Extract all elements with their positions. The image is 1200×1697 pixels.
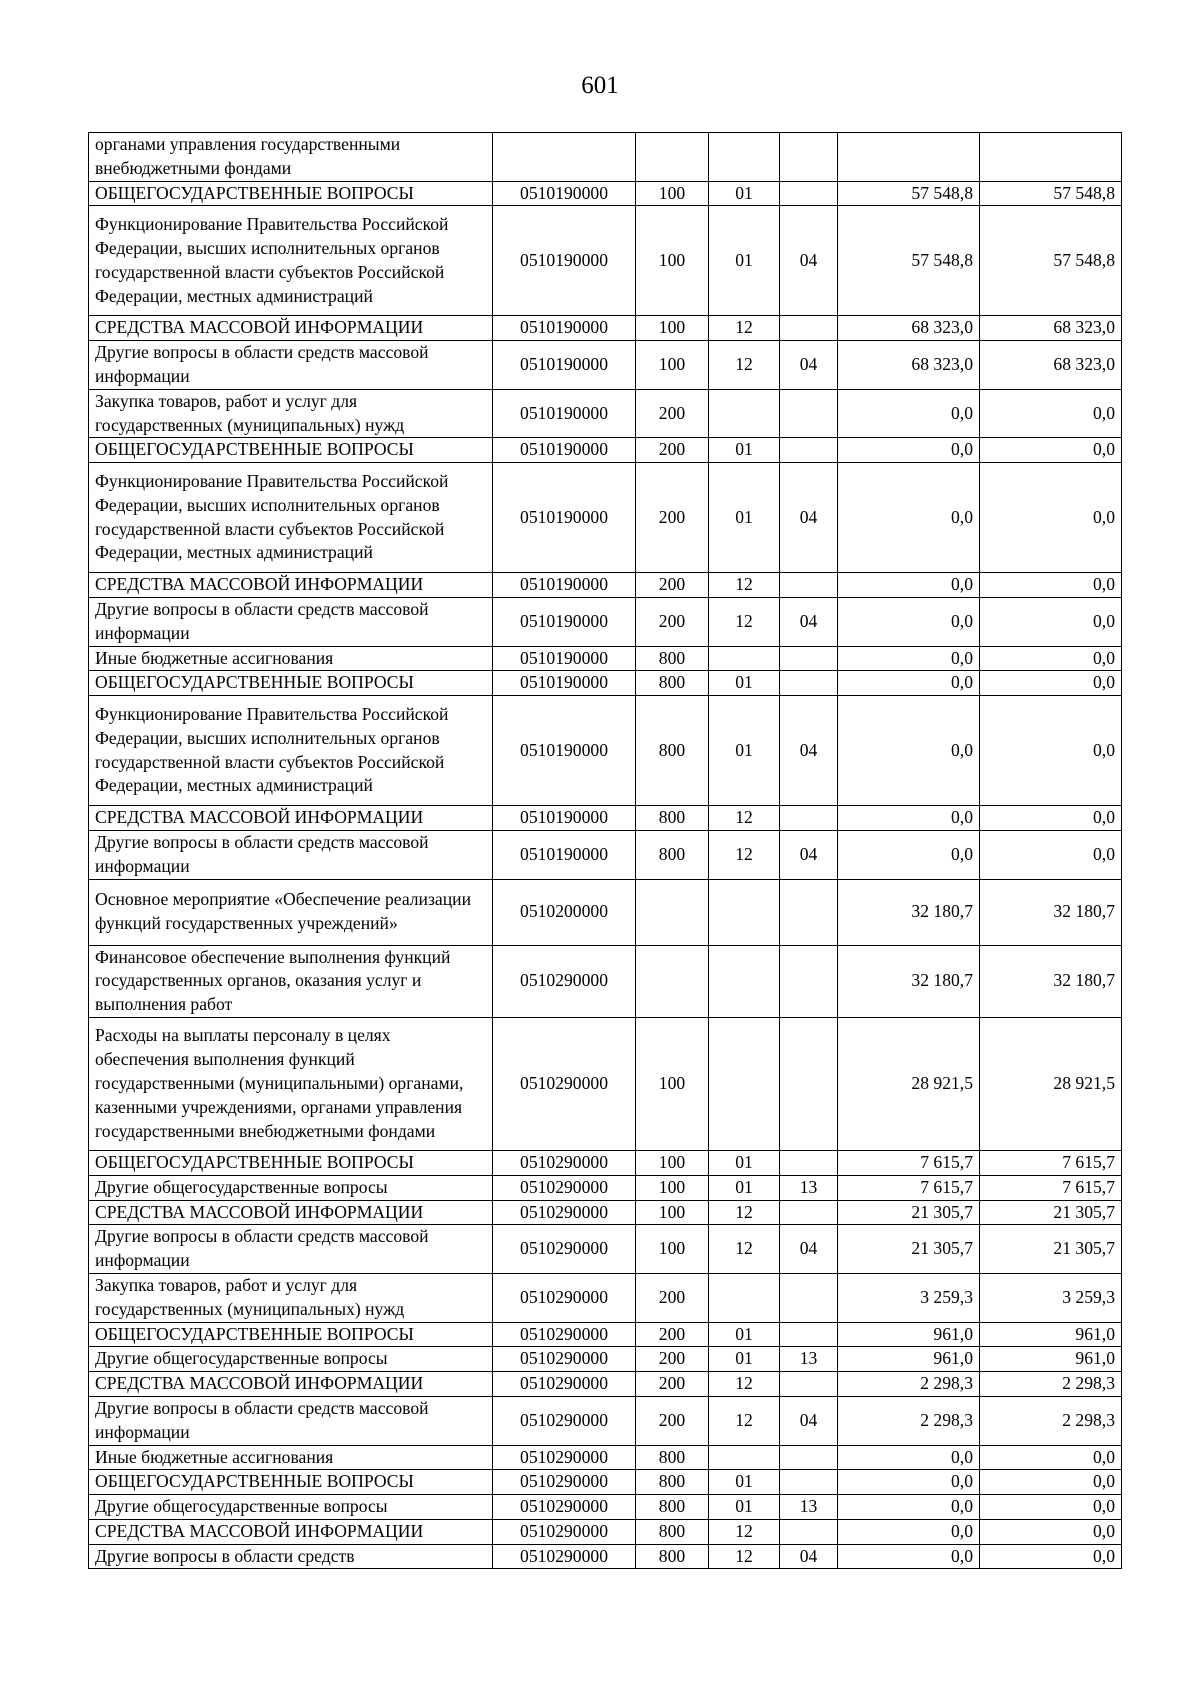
row-sum-2024-cell: 0,0 <box>838 1470 980 1495</box>
row-sum-2025-cell: 3 259,3 <box>980 1273 1122 1322</box>
row-pr-cell <box>780 573 838 598</box>
row-rz-cell: 01 <box>709 1470 780 1495</box>
row-sum-2024-cell: 0,0 <box>838 597 980 646</box>
table-row <box>89 389 1122 438</box>
row-csr-cell: 0510290000 <box>493 1347 636 1372</box>
row-vr-cell: 800 <box>636 1519 709 1544</box>
row-name-cell: ОБЩЕГОСУДАРСТВЕННЫЕ ВОПРОСЫ <box>89 181 493 206</box>
row-vr-cell: 100 <box>636 206 709 316</box>
row-rz-cell: 12 <box>709 341 780 390</box>
row-vr-cell: 200 <box>636 1322 709 1347</box>
row-pr-cell <box>780 646 838 671</box>
row-csr-cell: 0510290000 <box>493 1445 636 1470</box>
row-sum-2024-cell: 0,0 <box>838 1445 980 1470</box>
row-rz-cell: 12 <box>709 806 780 831</box>
row-pr-cell <box>780 1322 838 1347</box>
row-rz-cell: 12 <box>709 1200 780 1225</box>
row-pr-cell <box>780 1017 838 1150</box>
row-pr-cell <box>780 1150 838 1175</box>
row-sum-2024-cell: 57 548,8 <box>838 181 980 206</box>
row-csr-cell: 0510290000 <box>493 1017 636 1150</box>
row-vr-cell <box>636 133 709 182</box>
row-pr-cell <box>780 316 838 341</box>
row-sum-2024-cell: 57 548,8 <box>838 206 980 316</box>
table-row <box>89 463 1122 573</box>
row-pr-cell <box>780 1372 838 1397</box>
row-name-cell: Функционирование Правительства Российской Федерации, высших исполнительных органов государственной власти субъектов Российской Федерации, местных администраций <box>89 206 493 316</box>
row-pr-cell <box>780 181 838 206</box>
row-sum-2025-cell: 0,0 <box>980 389 1122 438</box>
row-vr-cell: 800 <box>636 1470 709 1495</box>
row-vr-cell: 100 <box>636 316 709 341</box>
row-name-cell: ОБЩЕГОСУДАРСТВЕННЫЕ ВОПРОСЫ <box>89 1470 493 1495</box>
row-name-cell: СРЕДСТВА МАССОВОЙ ИНФОРМАЦИИ <box>89 806 493 831</box>
row-name-cell: Другие вопросы в области средств <box>89 1544 493 1569</box>
row-sum-2024-cell: 21 305,7 <box>838 1225 980 1274</box>
row-name-cell: Функционирование Правительства Российской Федерации, высших исполнительных органов государственной власти субъектов Российской Федерации, местных администраций <box>89 463 493 573</box>
row-sum-2025-cell: 0,0 <box>980 1445 1122 1470</box>
row-pr-cell: 13 <box>780 1175 838 1200</box>
row-rz-cell: 01 <box>709 463 780 573</box>
row-pr-cell <box>780 389 838 438</box>
table-row <box>89 181 1122 206</box>
table-row <box>89 806 1122 831</box>
table-row <box>89 830 1122 879</box>
row-vr-cell: 200 <box>636 1396 709 1445</box>
row-csr-cell: 0510290000 <box>493 1150 636 1175</box>
row-vr-cell <box>636 879 709 945</box>
row-pr-cell <box>780 945 838 1017</box>
row-sum-2024-cell: 2 298,3 <box>838 1396 980 1445</box>
row-sum-2025-cell: 0,0 <box>980 573 1122 598</box>
row-rz-cell: 01 <box>709 1150 780 1175</box>
row-name-cell: СРЕДСТВА МАССОВОЙ ИНФОРМАЦИИ <box>89 1372 493 1397</box>
row-sum-2024-cell: 32 180,7 <box>838 879 980 945</box>
row-sum-2024-cell: 68 323,0 <box>838 316 980 341</box>
row-sum-2024-cell: 68 323,0 <box>838 341 980 390</box>
row-vr-cell: 100 <box>636 1150 709 1175</box>
row-rz-cell: 01 <box>709 1175 780 1200</box>
row-pr-cell: 04 <box>780 341 838 390</box>
table-row <box>89 945 1122 1017</box>
row-rz-cell: 01 <box>709 206 780 316</box>
row-rz-cell <box>709 1017 780 1150</box>
row-sum-2025-cell: 2 298,3 <box>980 1396 1122 1445</box>
row-name-cell: Финансовое обеспечение выполнения функций государственных органов, оказания услуг и выполнения работ <box>89 945 493 1017</box>
row-csr-cell: 0510290000 <box>493 1225 636 1274</box>
row-csr-cell: 0510290000 <box>493 945 636 1017</box>
row-name-cell: Другие общегосударственные вопросы <box>89 1175 493 1200</box>
row-pr-cell <box>780 806 838 831</box>
row-sum-2024-cell: 32 180,7 <box>838 945 980 1017</box>
row-sum-2025-cell: 0,0 <box>980 438 1122 463</box>
row-csr-cell: 0510290000 <box>493 1175 636 1200</box>
table-row <box>89 1519 1122 1544</box>
row-csr-cell: 0510290000 <box>493 1519 636 1544</box>
row-csr-cell: 0510190000 <box>493 646 636 671</box>
row-pr-cell <box>780 1445 838 1470</box>
row-pr-cell: 04 <box>780 1544 838 1569</box>
row-csr-cell: 0510190000 <box>493 806 636 831</box>
table-row <box>89 646 1122 671</box>
row-name-cell: СРЕДСТВА МАССОВОЙ ИНФОРМАЦИИ <box>89 1200 493 1225</box>
table-row <box>89 1347 1122 1372</box>
row-rz-cell: 12 <box>709 597 780 646</box>
table-row <box>89 1322 1122 1347</box>
row-pr-cell <box>780 1273 838 1322</box>
row-vr-cell: 200 <box>636 389 709 438</box>
row-sum-2025-cell: 0,0 <box>980 806 1122 831</box>
row-csr-cell: 0510190000 <box>493 573 636 598</box>
table-row <box>89 573 1122 598</box>
row-csr-cell: 0510290000 <box>493 1495 636 1520</box>
row-sum-2024-cell: 7 615,7 <box>838 1150 980 1175</box>
row-vr-cell: 800 <box>636 646 709 671</box>
row-sum-2024-cell: 0,0 <box>838 696 980 806</box>
table-row <box>89 1017 1122 1150</box>
row-name-cell: Другие общегосударственные вопросы <box>89 1495 493 1520</box>
row-csr-cell: 0510190000 <box>493 597 636 646</box>
row-vr-cell: 800 <box>636 696 709 806</box>
row-sum-2025-cell: 68 323,0 <box>980 316 1122 341</box>
table-row <box>89 206 1122 316</box>
row-rz-cell: 12 <box>709 1519 780 1544</box>
row-name-cell: СРЕДСТВА МАССОВОЙ ИНФОРМАЦИИ <box>89 1519 493 1544</box>
row-vr-cell: 200 <box>636 1347 709 1372</box>
row-name-cell: СРЕДСТВА МАССОВОЙ ИНФОРМАЦИИ <box>89 573 493 598</box>
table-row <box>89 696 1122 806</box>
row-rz-cell <box>709 646 780 671</box>
row-vr-cell: 200 <box>636 1273 709 1322</box>
row-csr-cell: 0510190000 <box>493 463 636 573</box>
row-sum-2025-cell <box>980 133 1122 182</box>
row-sum-2025-cell: 0,0 <box>980 671 1122 696</box>
row-csr-cell: 0510190000 <box>493 206 636 316</box>
table-row <box>89 316 1122 341</box>
table-row <box>89 1495 1122 1520</box>
row-sum-2025-cell: 0,0 <box>980 1470 1122 1495</box>
row-sum-2024-cell: 0,0 <box>838 1495 980 1520</box>
row-csr-cell: 0510290000 <box>493 1470 636 1495</box>
row-rz-cell <box>709 1273 780 1322</box>
row-vr-cell: 800 <box>636 1445 709 1470</box>
row-name-cell: ОБЩЕГОСУДАРСТВЕННЫЕ ВОПРОСЫ <box>89 1150 493 1175</box>
row-sum-2025-cell: 32 180,7 <box>980 945 1122 1017</box>
row-vr-cell: 800 <box>636 671 709 696</box>
table-row <box>89 1544 1122 1569</box>
row-name-cell: Другие общегосударственные вопросы <box>89 1347 493 1372</box>
row-name-cell: Закупка товаров, работ и услуг для государственных (муниципальных) нужд <box>89 389 493 438</box>
row-csr-cell: 0510190000 <box>493 389 636 438</box>
row-csr-cell: 0510190000 <box>493 696 636 806</box>
row-pr-cell <box>780 671 838 696</box>
row-csr-cell: 0510290000 <box>493 1273 636 1322</box>
row-rz-cell <box>709 133 780 182</box>
row-rz-cell: 12 <box>709 1225 780 1274</box>
row-csr-cell: 0510290000 <box>493 1544 636 1569</box>
table-row <box>89 341 1122 390</box>
row-sum-2025-cell: 0,0 <box>980 1544 1122 1569</box>
row-vr-cell: 200 <box>636 463 709 573</box>
row-pr-cell <box>780 1470 838 1495</box>
row-csr-cell: 0510190000 <box>493 830 636 879</box>
row-sum-2024-cell: 28 921,5 <box>838 1017 980 1150</box>
row-sum-2024-cell: 0,0 <box>838 438 980 463</box>
row-name-cell: Расходы на выплаты персоналу в целях обеспечения выполнения функций государственными (муниципальными) органами, казенными учреждениями, органами управления государственными внебюджетными фондами <box>89 1017 493 1150</box>
row-vr-cell: 800 <box>636 1544 709 1569</box>
row-pr-cell <box>780 879 838 945</box>
row-csr-cell: 0510290000 <box>493 1322 636 1347</box>
row-name-cell: Иные бюджетные ассигнования <box>89 1445 493 1470</box>
row-rz-cell <box>709 879 780 945</box>
row-sum-2024-cell: 0,0 <box>838 573 980 598</box>
row-pr-cell <box>780 1200 838 1225</box>
row-vr-cell: 100 <box>636 1175 709 1200</box>
row-vr-cell: 800 <box>636 806 709 831</box>
row-name-cell: ОБЩЕГОСУДАРСТВЕННЫЕ ВОПРОСЫ <box>89 671 493 696</box>
row-rz-cell: 01 <box>709 181 780 206</box>
row-sum-2025-cell: 2 298,3 <box>980 1372 1122 1397</box>
row-sum-2024-cell: 0,0 <box>838 830 980 879</box>
row-name-cell: ОБЩЕГОСУДАРСТВЕННЫЕ ВОПРОСЫ <box>89 438 493 463</box>
row-sum-2024-cell: 7 615,7 <box>838 1175 980 1200</box>
row-pr-cell: 13 <box>780 1347 838 1372</box>
row-sum-2024-cell: 0,0 <box>838 1519 980 1544</box>
table-row <box>89 438 1122 463</box>
row-pr-cell <box>780 133 838 182</box>
row-sum-2024-cell <box>838 133 980 182</box>
row-csr-cell: 0510290000 <box>493 1372 636 1397</box>
row-rz-cell: 12 <box>709 316 780 341</box>
row-sum-2024-cell: 0,0 <box>838 671 980 696</box>
row-vr-cell: 100 <box>636 1200 709 1225</box>
row-rz-cell: 12 <box>709 1544 780 1569</box>
row-rz-cell: 12 <box>709 1372 780 1397</box>
page-number: 601 <box>581 72 619 99</box>
row-csr-cell: 0510190000 <box>493 671 636 696</box>
row-sum-2025-cell: 21 305,7 <box>980 1200 1122 1225</box>
row-sum-2024-cell: 0,0 <box>838 389 980 438</box>
row-sum-2025-cell: 0,0 <box>980 696 1122 806</box>
row-rz-cell <box>709 945 780 1017</box>
row-rz-cell: 12 <box>709 1396 780 1445</box>
row-sum-2024-cell: 0,0 <box>838 463 980 573</box>
table-row <box>89 879 1122 945</box>
row-sum-2025-cell: 0,0 <box>980 597 1122 646</box>
row-sum-2024-cell: 2 298,3 <box>838 1372 980 1397</box>
row-name-cell: Другие вопросы в области средств массовой информации <box>89 597 493 646</box>
row-name-cell: Основное мероприятие «Обеспечение реализации функций государственных учреждений» <box>89 879 493 945</box>
row-sum-2024-cell: 3 259,3 <box>838 1273 980 1322</box>
row-rz-cell: 01 <box>709 438 780 463</box>
row-name-cell: органами управления государственными внебюджетными фондами <box>89 133 493 182</box>
row-sum-2025-cell: 961,0 <box>980 1322 1122 1347</box>
row-vr-cell: 200 <box>636 1372 709 1397</box>
row-rz-cell: 01 <box>709 1322 780 1347</box>
table-row <box>89 1225 1122 1274</box>
table-row <box>89 1470 1122 1495</box>
row-rz-cell <box>709 1445 780 1470</box>
row-csr-cell: 0510190000 <box>493 438 636 463</box>
row-pr-cell: 04 <box>780 1396 838 1445</box>
row-rz-cell: 01 <box>709 1347 780 1372</box>
row-sum-2025-cell: 0,0 <box>980 1495 1122 1520</box>
row-vr-cell: 200 <box>636 438 709 463</box>
row-rz-cell <box>709 389 780 438</box>
row-vr-cell: 100 <box>636 1225 709 1274</box>
row-csr-cell: 0510290000 <box>493 1200 636 1225</box>
row-pr-cell: 04 <box>780 696 838 806</box>
row-sum-2025-cell: 0,0 <box>980 646 1122 671</box>
row-sum-2024-cell: 961,0 <box>838 1347 980 1372</box>
row-name-cell: СРЕДСТВА МАССОВОЙ ИНФОРМАЦИИ <box>89 316 493 341</box>
row-vr-cell: 100 <box>636 341 709 390</box>
row-csr-cell: 0510200000 <box>493 879 636 945</box>
row-sum-2025-cell: 0,0 <box>980 1519 1122 1544</box>
row-sum-2025-cell: 0,0 <box>980 463 1122 573</box>
row-name-cell: Функционирование Правительства Российской Федерации, высших исполнительных органов государственной власти субъектов Российской Федерации, местных администраций <box>89 696 493 806</box>
row-sum-2025-cell: 0,0 <box>980 830 1122 879</box>
row-name-cell: Иные бюджетные ассигнования <box>89 646 493 671</box>
table-row <box>89 1150 1122 1175</box>
table-row <box>89 597 1122 646</box>
row-pr-cell: 04 <box>780 206 838 316</box>
row-sum-2025-cell: 57 548,8 <box>980 206 1122 316</box>
row-sum-2025-cell: 961,0 <box>980 1347 1122 1372</box>
row-sum-2024-cell: 961,0 <box>838 1322 980 1347</box>
row-sum-2024-cell: 0,0 <box>838 646 980 671</box>
row-sum-2025-cell: 21 305,7 <box>980 1225 1122 1274</box>
row-sum-2024-cell: 0,0 <box>838 1544 980 1569</box>
row-vr-cell: 100 <box>636 181 709 206</box>
row-csr-cell <box>493 133 636 182</box>
row-pr-cell: 04 <box>780 597 838 646</box>
row-csr-cell: 0510190000 <box>493 181 636 206</box>
row-sum-2024-cell: 21 305,7 <box>838 1200 980 1225</box>
row-sum-2025-cell: 28 921,5 <box>980 1017 1122 1150</box>
row-sum-2025-cell: 7 615,7 <box>980 1150 1122 1175</box>
row-pr-cell: 13 <box>780 1495 838 1520</box>
row-vr-cell: 200 <box>636 597 709 646</box>
table-row <box>89 1372 1122 1397</box>
row-sum-2024-cell: 0,0 <box>838 806 980 831</box>
row-vr-cell: 800 <box>636 830 709 879</box>
row-name-cell: Другие вопросы в области средств массовой информации <box>89 1396 493 1445</box>
budget-table <box>88 132 1122 1569</box>
row-pr-cell: 04 <box>780 1225 838 1274</box>
table-row <box>89 1273 1122 1322</box>
row-sum-2025-cell: 57 548,8 <box>980 181 1122 206</box>
row-name-cell: Другие вопросы в области средств массовой информации <box>89 1225 493 1274</box>
table-body <box>89 133 1122 1569</box>
row-vr-cell: 800 <box>636 1495 709 1520</box>
row-sum-2025-cell: 68 323,0 <box>980 341 1122 390</box>
row-csr-cell: 0510190000 <box>493 341 636 390</box>
table-row <box>89 671 1122 696</box>
table-row <box>89 1175 1122 1200</box>
row-pr-cell: 04 <box>780 463 838 573</box>
row-sum-2025-cell: 32 180,7 <box>980 879 1122 945</box>
table-row <box>89 1200 1122 1225</box>
table-row <box>89 133 1122 182</box>
row-name-cell: Другие вопросы в области средств массовой информации <box>89 341 493 390</box>
row-rz-cell: 01 <box>709 671 780 696</box>
row-rz-cell: 12 <box>709 573 780 598</box>
row-csr-cell: 0510290000 <box>493 1396 636 1445</box>
row-sum-2025-cell: 7 615,7 <box>980 1175 1122 1200</box>
row-csr-cell: 0510190000 <box>493 316 636 341</box>
row-rz-cell: 12 <box>709 830 780 879</box>
row-name-cell: ОБЩЕГОСУДАРСТВЕННЫЕ ВОПРОСЫ <box>89 1322 493 1347</box>
table-row <box>89 1445 1122 1470</box>
row-name-cell: Другие вопросы в области средств массовой информации <box>89 830 493 879</box>
row-name-cell: Закупка товаров, работ и услуг для государственных (муниципальных) нужд <box>89 1273 493 1322</box>
row-rz-cell: 01 <box>709 696 780 806</box>
row-rz-cell: 01 <box>709 1495 780 1520</box>
row-vr-cell: 200 <box>636 573 709 598</box>
row-vr-cell: 100 <box>636 1017 709 1150</box>
row-vr-cell <box>636 945 709 1017</box>
table-row <box>89 1396 1122 1445</box>
row-pr-cell <box>780 1519 838 1544</box>
row-pr-cell: 04 <box>780 830 838 879</box>
row-pr-cell <box>780 438 838 463</box>
